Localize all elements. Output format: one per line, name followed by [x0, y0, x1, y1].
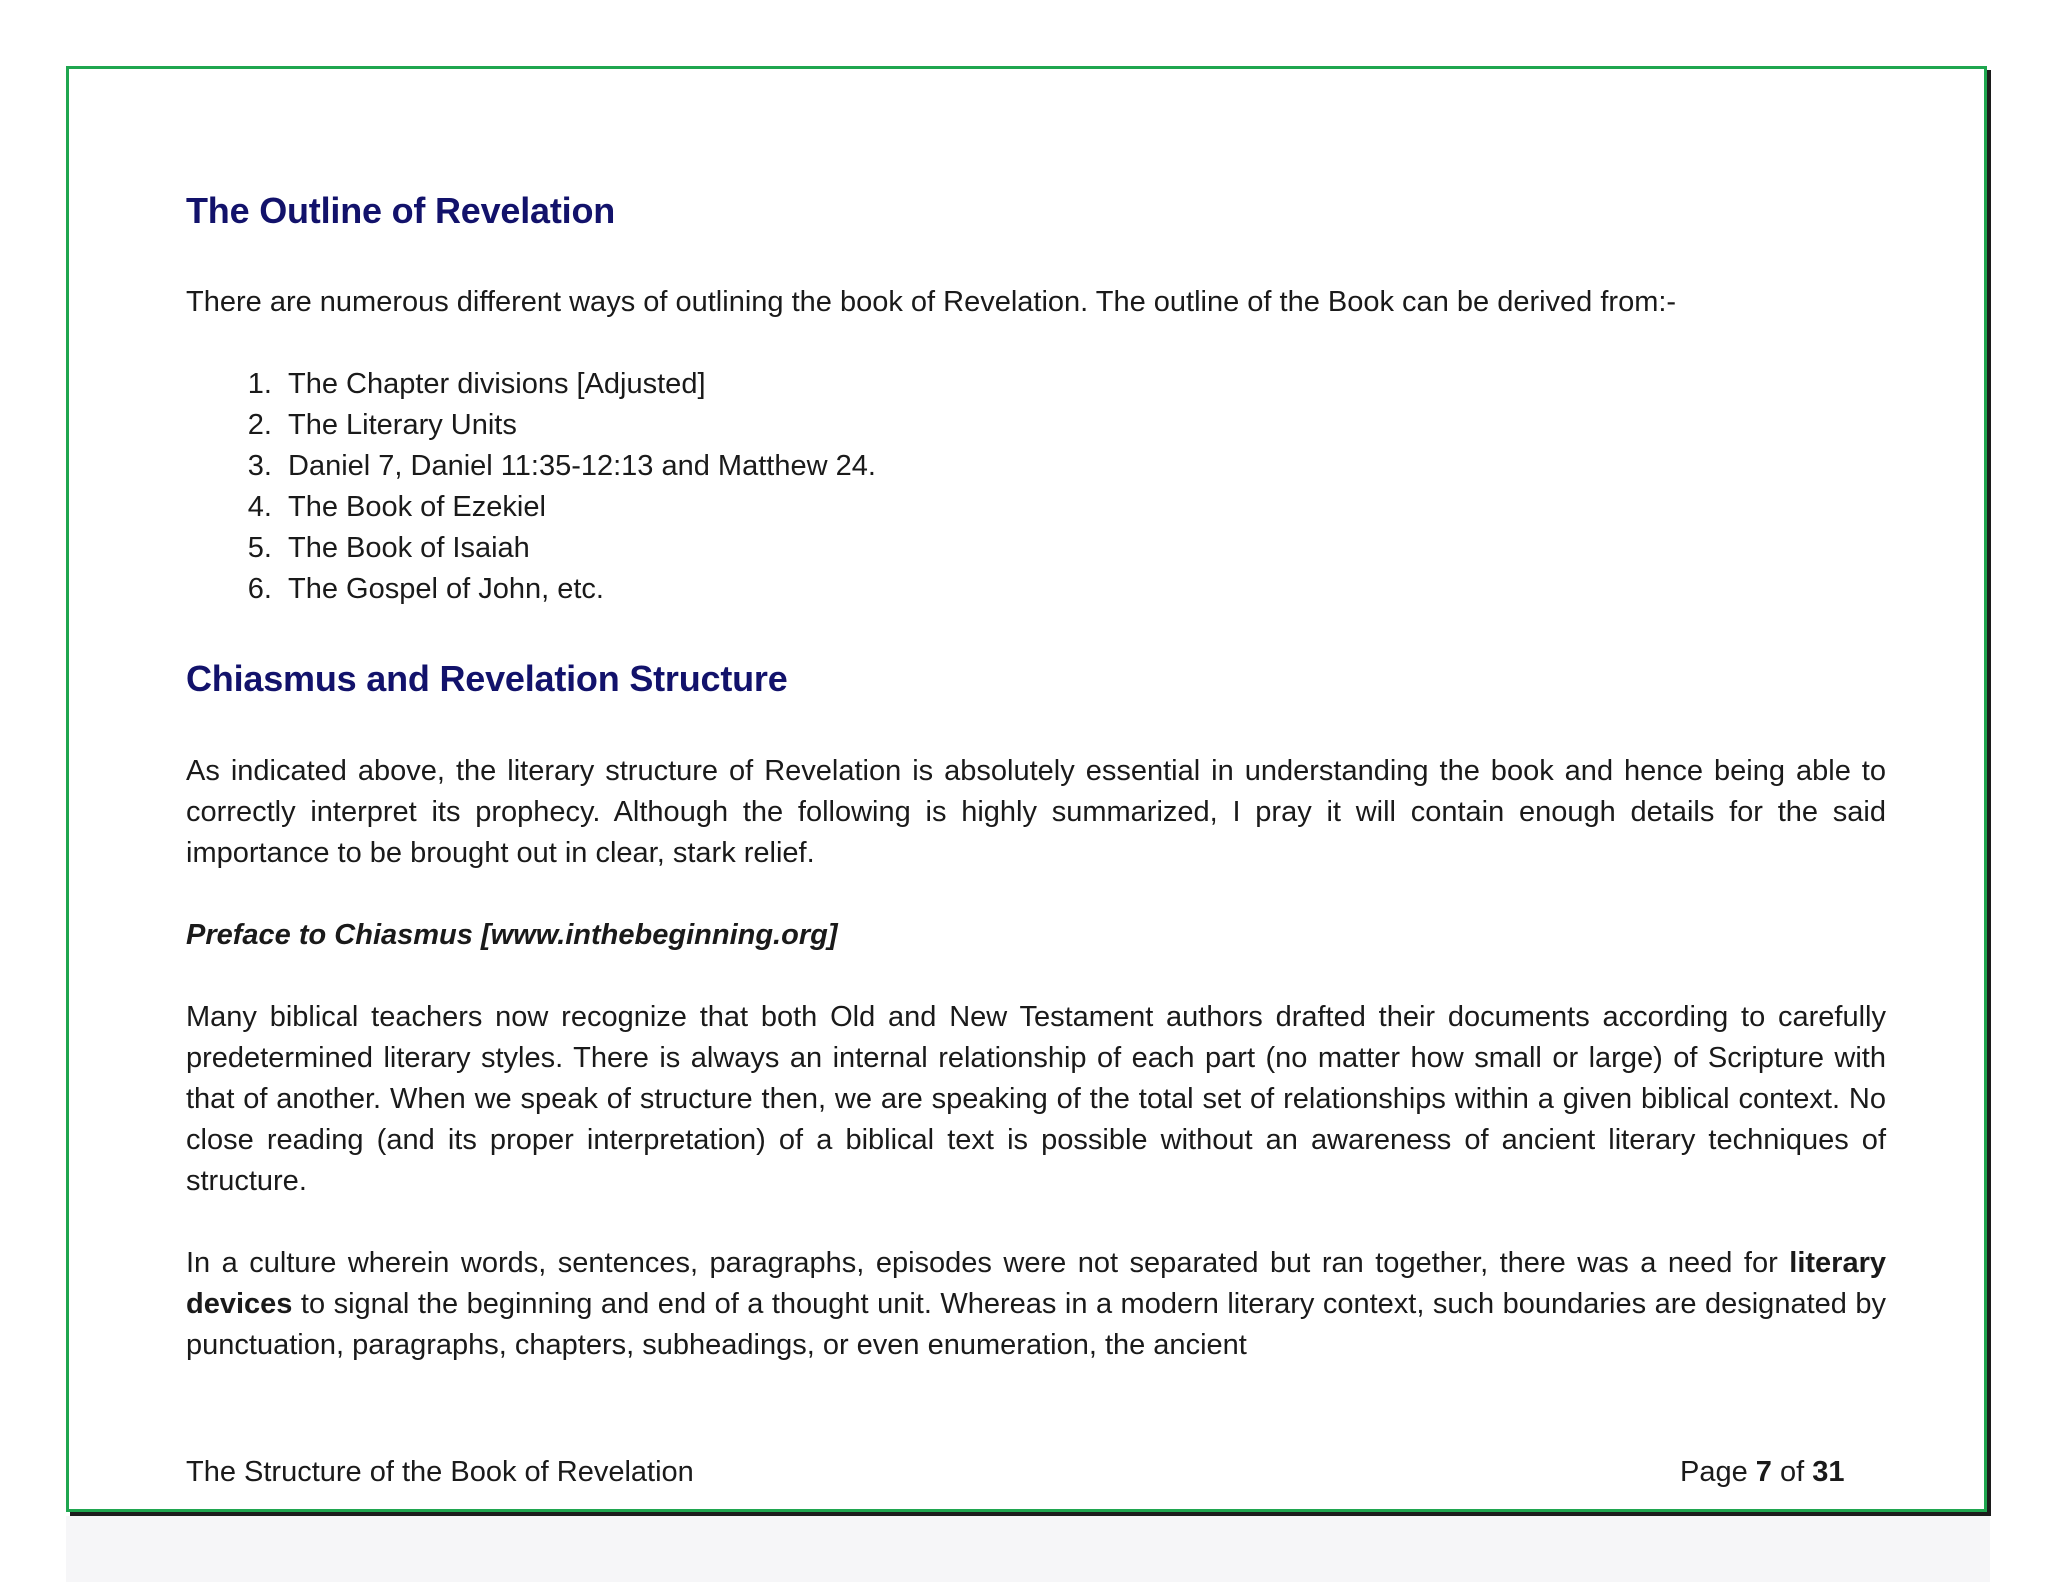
page-bottom-shade	[66, 1516, 1990, 1582]
outline-intro: There are numerous different ways of outlining the book of Revelation. The outline of the Book can be derived from:-	[186, 286, 1677, 318]
chiasmus-paragraph-1: As indicated above, the literary structure of Revelation is absolutely essential in understanding the book and hence being able to correctly interpret its prophecy. Although the following is highly summarized, I pray it will contain enough details for the said importance to be brought out in clear, stark relief.	[186, 755, 1886, 869]
outline-list	[186, 364, 1886, 610]
paragraph-3-end: to signal the beginning and end of a thought unit. Whereas in a modern literary context, such boundaries are designated by punctuation, paragraphs, chapters, subheadings, or even enumeration, the ancient	[186, 1288, 1886, 1361]
list-item: 2. The Literary Units	[280, 405, 1886, 446]
of-label: of	[1780, 1456, 1805, 1488]
chiasmus-paragraph-3	[186, 1243, 1886, 1366]
preface-subheading: Preface to Chiasmus [www.inthebeginning.org]	[186, 919, 838, 951]
footer-document-title: The Structure of the Book of Revelation	[186, 1456, 694, 1488]
page-total: 31	[1812, 1456, 1845, 1488]
page-current: 7	[1755, 1456, 1772, 1488]
literary-devices-term: literary devices	[186, 1247, 1886, 1320]
list-item: 3. Daniel 7, Daniel 11:35-12:13 and Matthew 24.	[280, 446, 1886, 487]
list-item: 1. The Chapter divisions [Adjusted]	[280, 364, 1886, 405]
chiasmus-heading: Chiasmus and Revelation Structure	[186, 658, 788, 699]
list-item: 4. The Book of Ezekiel	[280, 487, 1886, 528]
page-label: Page	[1680, 1456, 1748, 1488]
outline-heading: The Outline of Revelation	[186, 190, 616, 231]
chiasmus-paragraph-2: Many biblical teachers now recognize that both Old and New Testament authors drafted their documents according to carefully predetermined literary styles. There is always an internal relationship of each part (no matter how small or large) of Scripture with that of another. When we speak of structure then, we are speaking of the total set of relationships within a given biblical context. No close reading (and its proper interpretation) of a biblical text is possible without an awareness of ancient literary techniques of structure.	[186, 1001, 1886, 1197]
paragraph-3-start: In a culture wherein words, sentences, paragraphs, episodes were not separated but ran together, there was a need for	[186, 1247, 1778, 1279]
footer-page-number	[1680, 1454, 1845, 1490]
list-item: 6. The Gospel of John, etc.	[280, 569, 1886, 610]
list-item: 5. The Book of Isaiah	[280, 528, 1886, 569]
document-body	[186, 180, 1886, 1366]
